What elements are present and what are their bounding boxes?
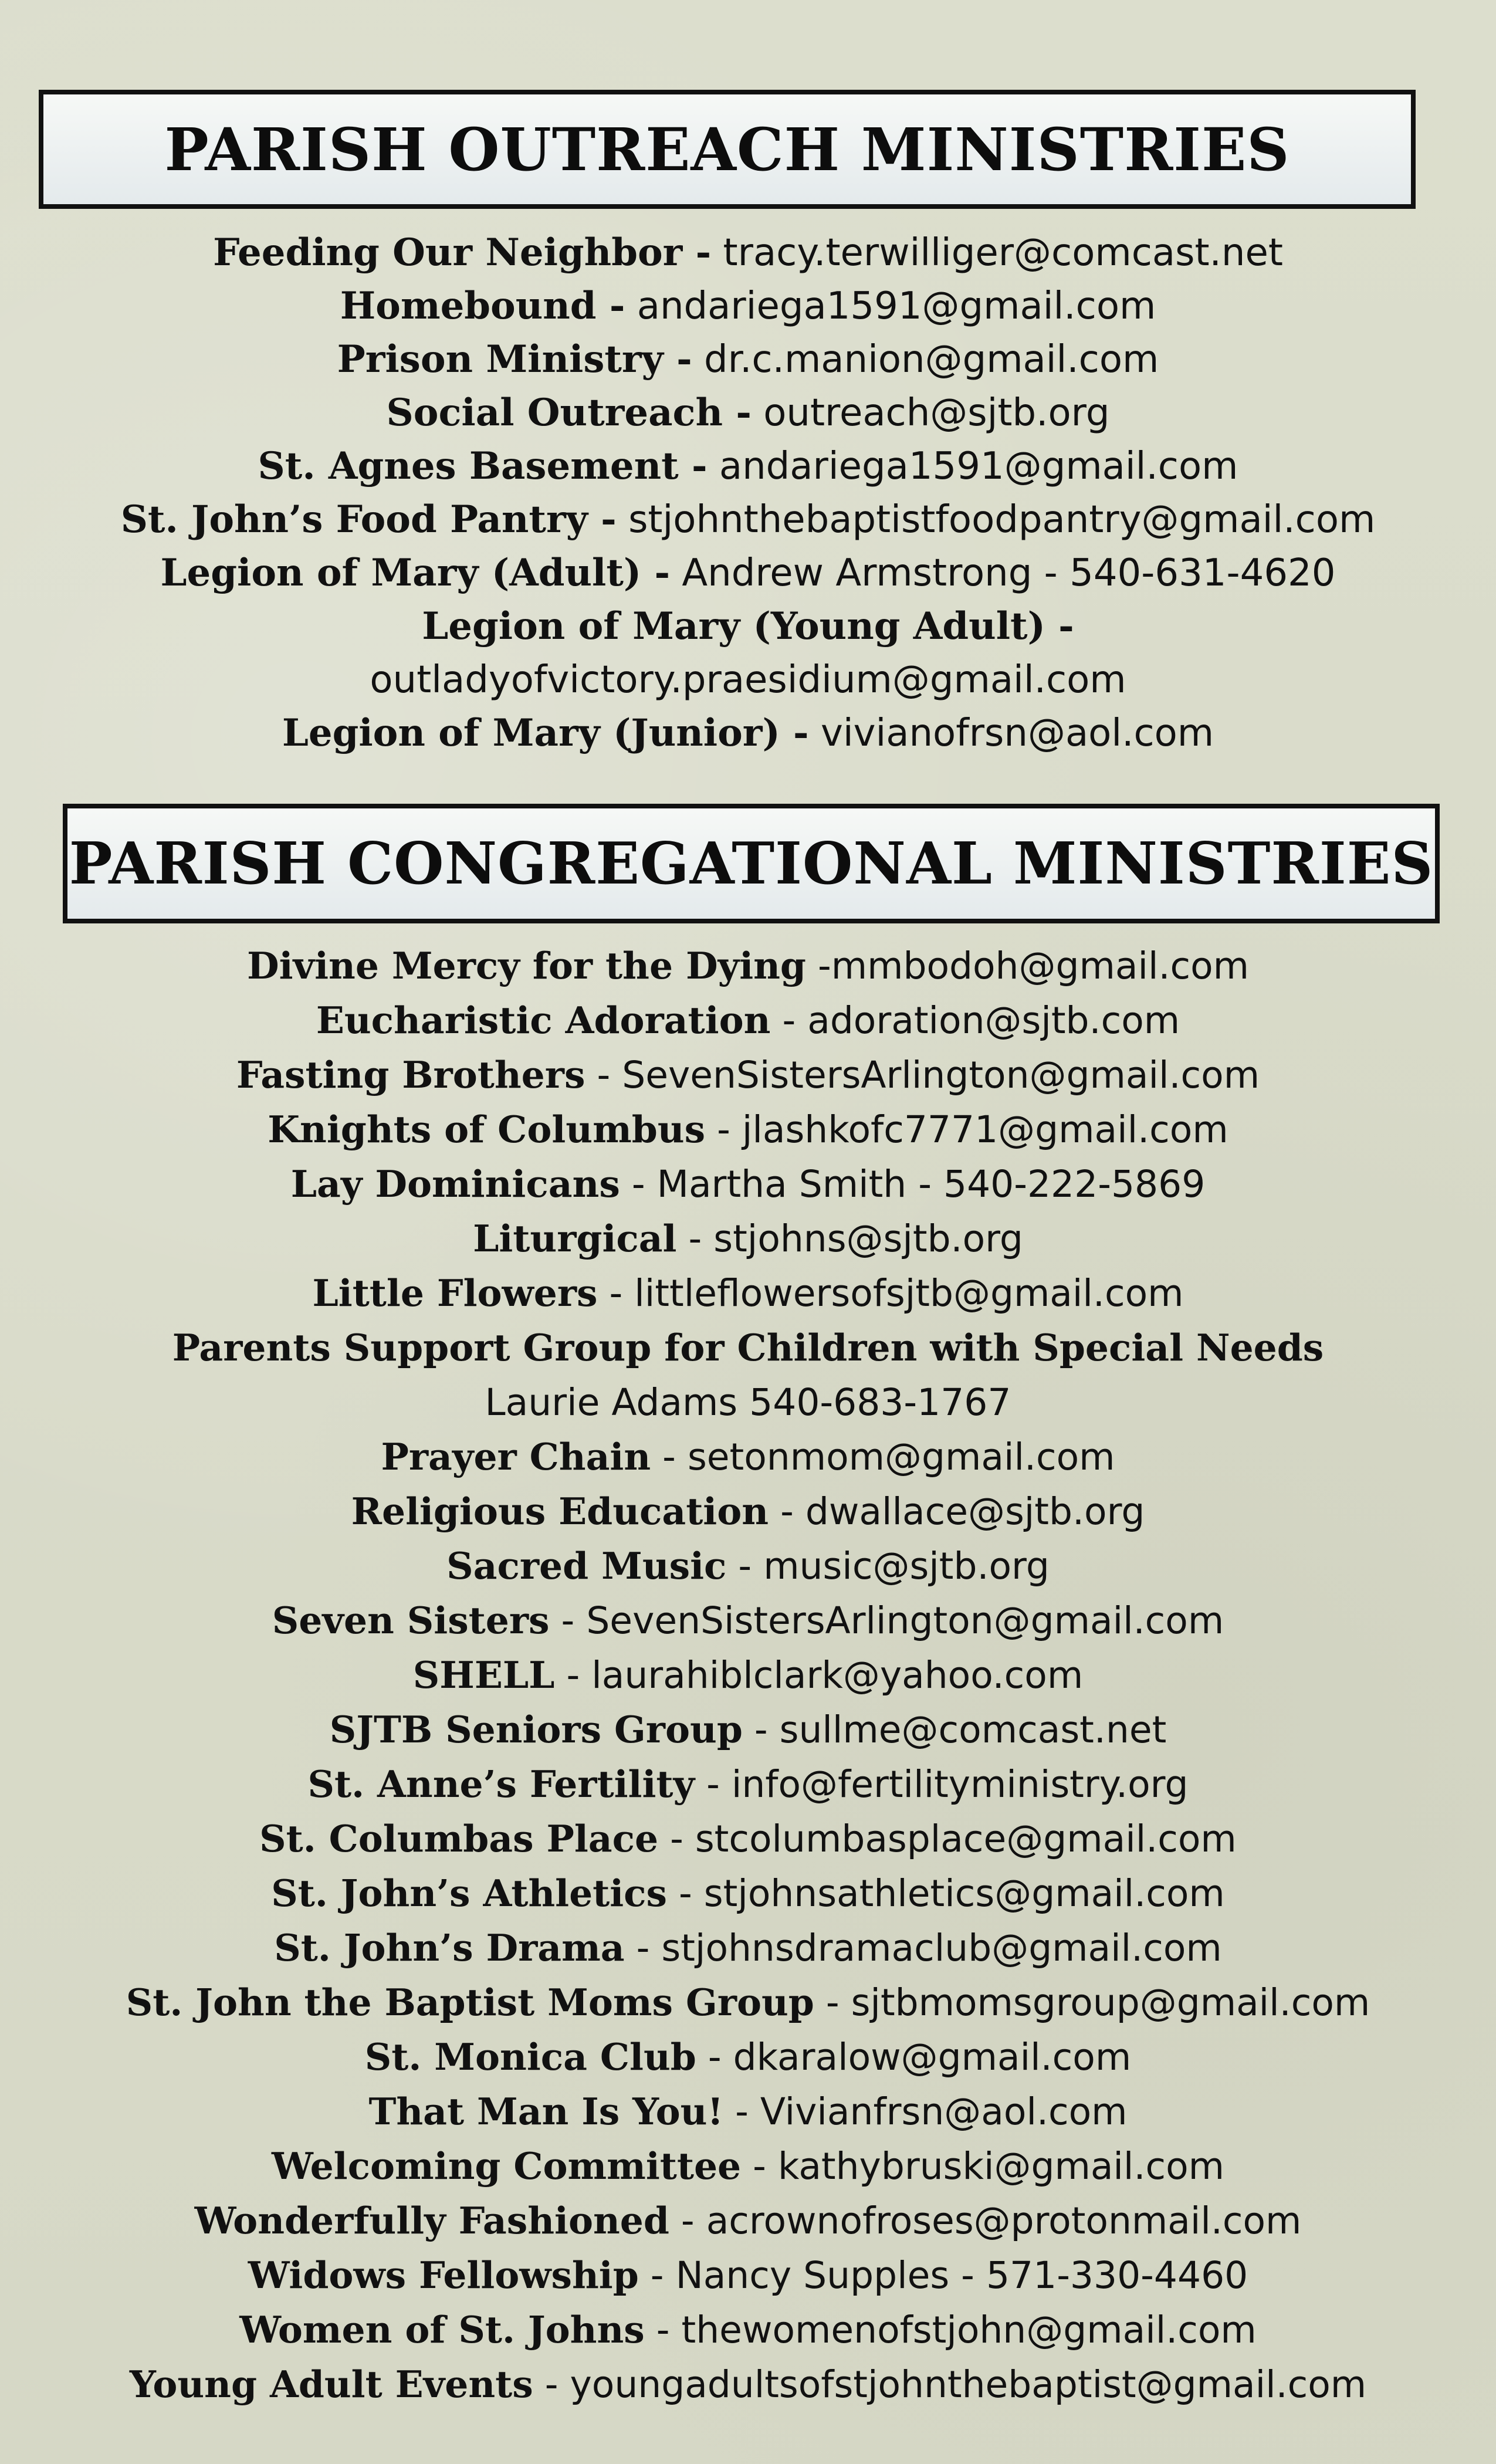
ministry-contact: - setonmom@gmail.com (651, 1436, 1115, 1478)
ministry-entry (0, 2194, 1496, 2248)
ministry-entry (0, 1757, 1496, 1812)
ministry-name: St. Anne’s Fertility (307, 1762, 695, 1806)
ministry-entry (0, 226, 1496, 279)
ministry-name: Knights of Columbus (268, 1108, 706, 1151)
ministry-contact: - youngadultsofstjohnthebaptist@gmail.com (533, 2363, 1367, 2406)
ministry-contact: andariega1591@gmail.com (625, 285, 1156, 328)
ministry-contact: - dwallace@sjtb.org (769, 1490, 1145, 1533)
ministry-entry (0, 386, 1496, 439)
ministry-contact: andariega1591@gmail.com (707, 445, 1238, 488)
ministry-entry (0, 1430, 1496, 1484)
ministry-name: Seven Sisters (272, 1599, 550, 1642)
ministry-name: Little Flowers (312, 1271, 598, 1315)
ministry-contact: - dkaralow@gmail.com (696, 2036, 1132, 2079)
ministry-entry (0, 939, 1496, 993)
ministry-entry (0, 2030, 1496, 2084)
ministry-contact: - sullme@comcast.net (742, 1708, 1167, 1751)
ministry-name: Legion of Mary (Adult) - (160, 551, 671, 595)
ministry-entry (0, 1812, 1496, 1866)
ministry-name: SJTB Seniors Group (329, 1708, 743, 1751)
ministry-entry (0, 1593, 1496, 1648)
ministry-name: Women of St. Johns (239, 2308, 645, 2351)
ministry-contact: - stjohns@sjtb.org (676, 1217, 1023, 1260)
ministry-contact: - littleflowersofsjtb@gmail.com (597, 1272, 1184, 1315)
ministry-name: St. John the Baptist Moms Group (126, 1981, 814, 2024)
ministry-contact: - SevenSistersArlington@gmail.com (549, 1599, 1224, 1642)
ministry-contact: Laurie Adams 540-683-1767 (485, 1381, 1011, 1424)
ministry-entry (0, 279, 1496, 333)
ministry-contact: vivianofrsn@aol.com (808, 712, 1214, 755)
ministry-entry (0, 1375, 1496, 1430)
ministry-contact: outladyofvictory.praesidium@gmail.com (370, 658, 1126, 702)
ministry-contact: - stjohnsdramaclub@gmail.com (624, 1927, 1222, 1969)
ministry-entry (0, 2248, 1496, 2303)
ministry-name: St. Agnes Basement - (258, 444, 708, 488)
ministry-name: Feeding Our Neighbor - (213, 231, 712, 275)
ministry-contact: -mmbodoh@gmail.com (805, 945, 1250, 987)
outreach-section-title: PARISH OUTREACH MINISTRIES (164, 114, 1290, 184)
ministry-contact: - stjohnsathletics@gmail.com (667, 1872, 1225, 1915)
ministry-name: Social Outreach - (386, 391, 752, 435)
ministry-entry (0, 333, 1496, 386)
ministry-contact: - info@fertilityministry.org (695, 1763, 1189, 1806)
ministry-contact: - Vivianfrsn@aol.com (723, 2090, 1128, 2133)
ministry-name: Prison Ministry - (337, 337, 692, 381)
congregational-section-title: PARISH CONGREGATIONAL MINISTRIES (69, 830, 1434, 898)
ministry-entry (0, 1866, 1496, 1921)
ministry-name: SHELL (412, 1653, 555, 1697)
ministry-contact: - SevenSistersArlington@gmail.com (585, 1054, 1260, 1096)
ministry-contact: - laurahiblclark@yahoo.com (554, 1654, 1084, 1697)
ministry-name: Sacred Music (446, 1544, 727, 1588)
ministry-name: Legion of Mary (Young Adult) - (422, 604, 1074, 648)
ministry-contact: - stcolumbasplace@gmail.com (658, 1817, 1237, 1860)
ministry-name: Liturgical (473, 1217, 677, 1260)
ministry-entry (0, 493, 1496, 546)
ministry-contact: - adoration@sjtb.com (770, 999, 1180, 1042)
ministry-name: Parents Support Group for Children with Special Needs (172, 1326, 1324, 1369)
ministry-contact: outreach@sjtb.org (751, 391, 1110, 435)
ministry-name: Fasting Brothers (236, 1053, 585, 1096)
outreach-section-header (39, 90, 1416, 209)
ministry-entry (0, 1102, 1496, 1157)
ministry-contact: - Nancy Supples - 571-330-4460 (638, 2254, 1248, 2297)
ministry-name: St. Monica Club (364, 2035, 696, 2079)
ministry-entry (0, 1648, 1496, 1703)
congregational-ministry-list (0, 939, 1496, 2412)
ministry-entry (0, 1157, 1496, 1211)
ministry-entry (0, 546, 1496, 600)
ministry-entry (0, 993, 1496, 1048)
outreach-ministry-list (0, 226, 1496, 760)
ministry-name: Homebound - (340, 284, 625, 328)
ministry-entry (0, 706, 1496, 760)
ministry-contact: - jlashkofc7771@gmail.com (705, 1108, 1228, 1151)
ministry-entry (0, 1266, 1496, 1321)
ministry-name: St. John’s Athletics (271, 1871, 668, 1915)
ministry-name: St. Columbas Place (259, 1817, 659, 1860)
ministry-entry (0, 600, 1496, 653)
ministry-contact: stjohnthebaptistfoodpantry@gmail.com (616, 498, 1376, 541)
ministry-contact: - kathybruski@gmail.com (741, 2145, 1225, 2188)
ministry-entry (0, 1321, 1496, 1375)
ministry-entry (0, 1975, 1496, 2030)
ministry-contact: - thewomenofstjohn@gmail.com (644, 2309, 1257, 2351)
ministry-entry (0, 439, 1496, 493)
ministry-name: Divine Mercy for the Dying (246, 944, 806, 987)
ministry-name: St. John’s Drama (274, 1926, 625, 1969)
ministry-entry (0, 1539, 1496, 1593)
ministry-entry (0, 1703, 1496, 1757)
ministry-name: Lay Dominicans (290, 1162, 620, 1206)
ministry-contact: - sjtbmomsgroup@gmail.com (814, 1981, 1370, 2024)
ministry-entry (0, 1211, 1496, 1266)
ministry-contact: - music@sjtb.org (726, 1545, 1050, 1588)
ministry-entry (0, 2303, 1496, 2357)
ministry-entry (0, 2357, 1496, 2412)
ministry-name: That Man Is You! (368, 2090, 724, 2133)
ministry-entry (0, 653, 1496, 706)
ministry-name: Widows Fellowship (248, 2253, 639, 2297)
ministry-name: Eucharistic Adoration (316, 999, 771, 1042)
ministry-entry (0, 2084, 1496, 2139)
ministry-name: Young Adult Events (129, 2363, 533, 2406)
congregational-section-header (63, 804, 1440, 923)
ministry-contact: Andrew Armstrong - 540-631-4620 (670, 551, 1336, 595)
ministry-name: Wonderfully Fashioned (194, 2199, 669, 2242)
ministry-contact: - acrownofroses@protonmail.com (669, 2199, 1302, 2242)
ministry-entry (0, 1484, 1496, 1539)
ministry-name: St. John’s Food Pantry - (120, 497, 617, 541)
ministry-entry (0, 2139, 1496, 2194)
ministry-name: Religious Education (351, 1490, 769, 1533)
ministry-name: Legion of Mary (Junior) - (282, 711, 809, 755)
ministry-name: Welcoming Committee (271, 2144, 742, 2188)
ministry-contact: - Martha Smith - 540-222-5869 (620, 1163, 1206, 1206)
ministry-contact: tracy.terwilliger@comcast.net (711, 231, 1283, 275)
ministry-entry (0, 1048, 1496, 1102)
ministry-contact: dr.c.manion@gmail.com (692, 338, 1159, 381)
ministry-name: Prayer Chain (381, 1435, 651, 1478)
ministry-entry (0, 1921, 1496, 1975)
